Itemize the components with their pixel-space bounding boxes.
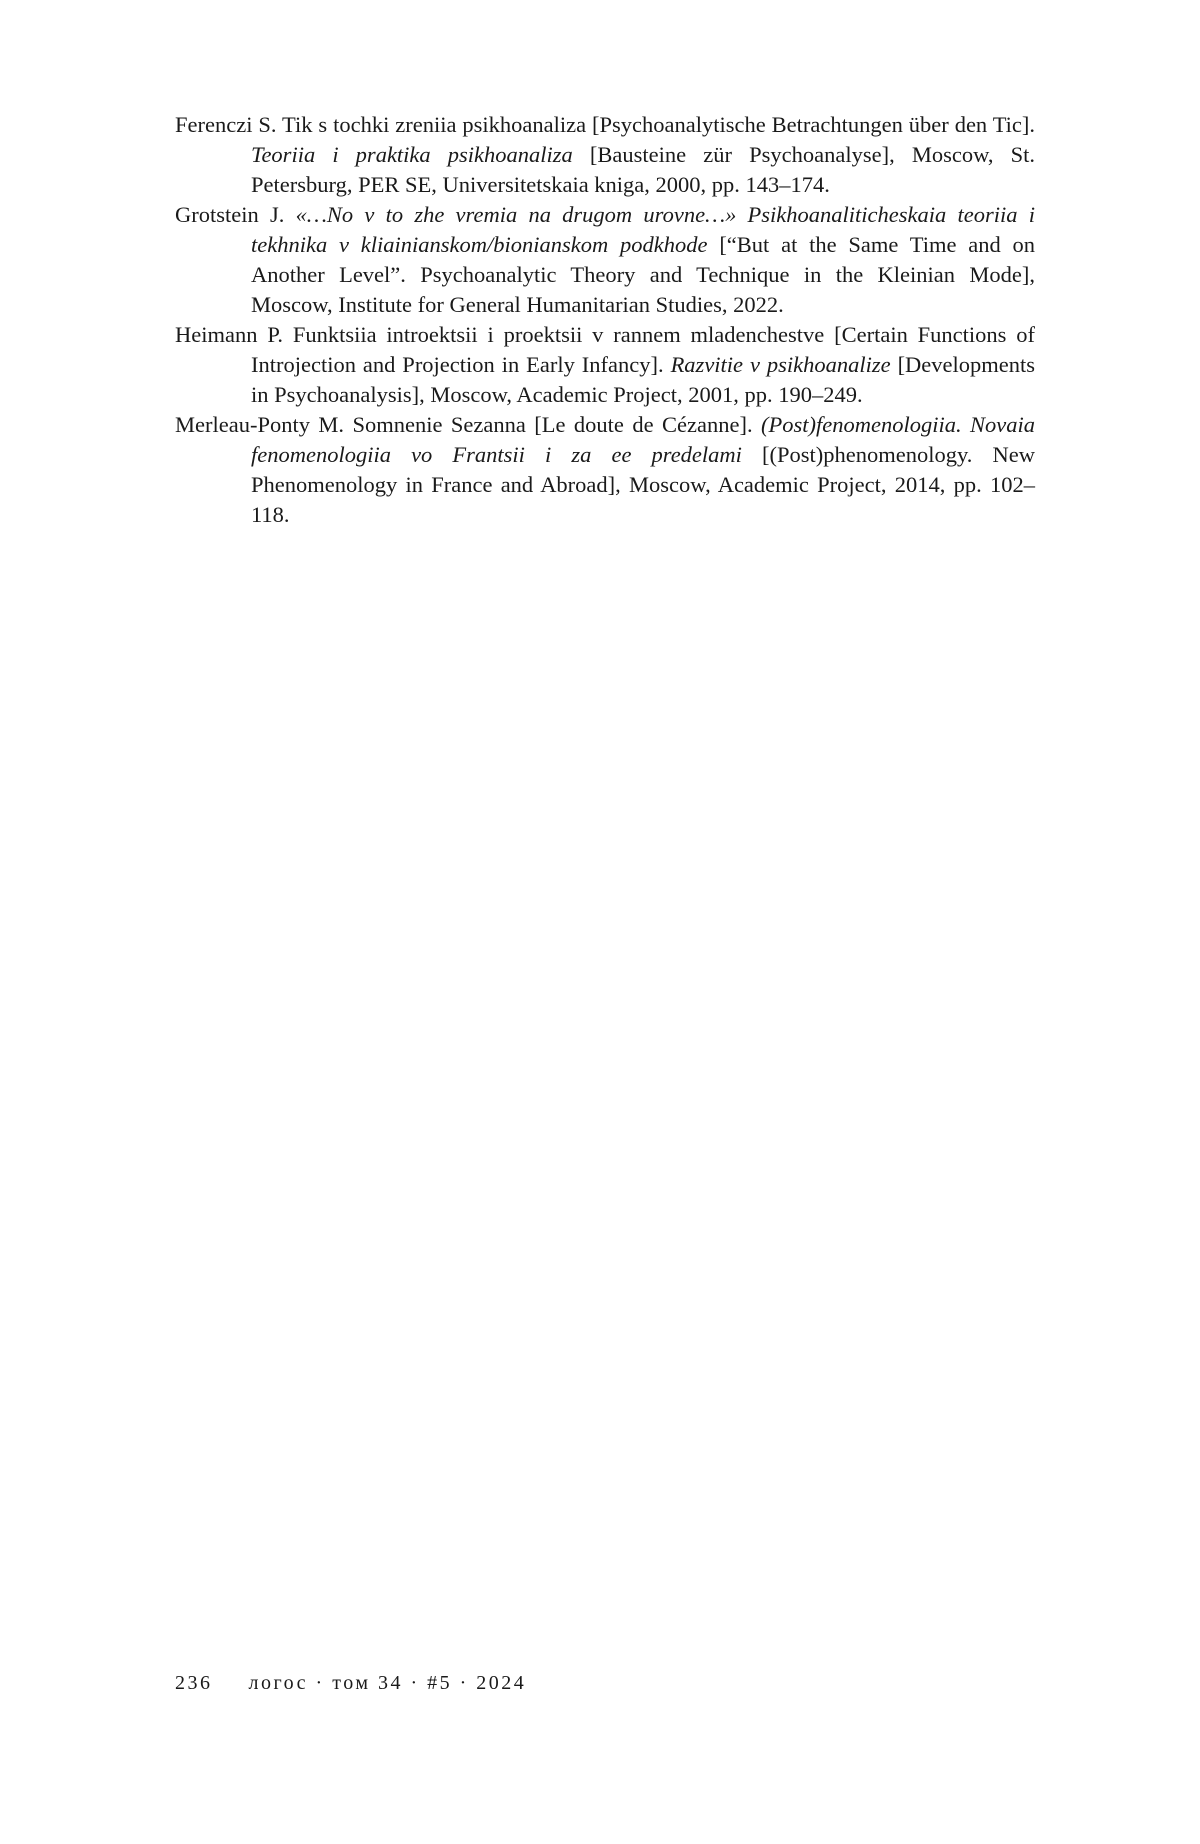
- reference-title-translation: [Psychoanalytische Betrachtungen über den Tic].: [592, 112, 1036, 137]
- reference-title: Tik s tochki zreniia psikhoanaliza: [282, 112, 587, 137]
- reference-source: Teoriia i praktika psikhoanaliza: [251, 142, 573, 167]
- references-list: [175, 110, 1035, 530]
- reference-author: Ferenczi S.: [175, 112, 277, 137]
- reference-title-translation: [Le doute de Cézanne].: [534, 412, 753, 437]
- journal-running-footer: логос · том 34 · #5 · 2024: [248, 1672, 527, 1694]
- page-number: 236: [175, 1672, 213, 1694]
- reference-source: (Post)fenomenologiia. Novaia fenomenologiia vo Frantsii i za ee predelami: [251, 412, 1036, 467]
- reference-author: Merleau-Ponty M.: [175, 412, 345, 437]
- reference-entry-heimann: [175, 320, 1035, 410]
- reference-source: Razvitie v psikhoanalize: [670, 352, 891, 377]
- reference-details: [Bausteine zür Psychoanalyse], Moscow, St. Petersburg, PER SE, Universitetskaia kniga, 2000, pp. 143–174.: [251, 142, 1035, 197]
- reference-details: [“But at the Same Time and on Another Level”. Psychoanalytic Theory and Technique in the Kleinian Mode], Moscow, Institute for General Humanitarian Studies, 2022.: [251, 232, 1036, 317]
- page-footer: [175, 1671, 526, 1695]
- reference-title: Somnenie Sezanna: [352, 412, 526, 437]
- reference-title: «…No v to zhe vremia na drugom urovne…» Psikhoanaliticheskaia teoriia i tekhnika v kliainianskom/bionianskom podkhode: [251, 202, 1035, 257]
- reference-entry-ferenczi: [175, 110, 1035, 200]
- reference-details: [(Post)phenomenology. New Phenomenology in France and Abroad], Moscow, Academic Project, 2014, pp. 102–118.: [251, 442, 1036, 527]
- reference-entry-merleau-ponty: [175, 410, 1035, 530]
- reference-entry-grotstein: [175, 200, 1035, 320]
- reference-title-translation: [Certain Functions of Introjection and Projection in Early Infancy].: [251, 322, 1036, 377]
- reference-details: [Developments in Psychoanalysis], Moscow, Academic Project, 2001, pp. 190–249.: [251, 352, 1036, 407]
- reference-author: Grotstein J.: [175, 202, 285, 227]
- reference-author: Heimann P.: [175, 322, 283, 347]
- reference-title: Funktsiia introektsii i proektsii v rannem mladenchestve: [292, 322, 825, 347]
